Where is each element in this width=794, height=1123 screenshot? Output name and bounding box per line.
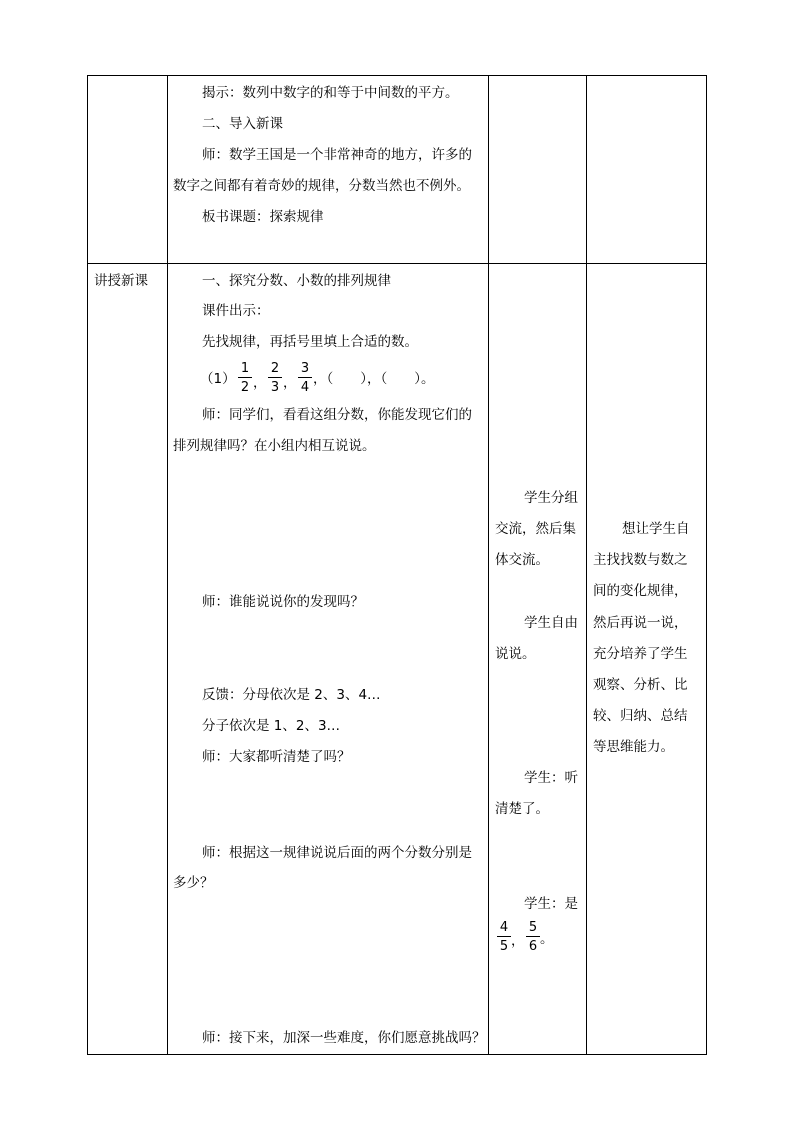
paragraph-line: 数字之间都有着奇妙的规律，分数当然也不例外。 (173, 178, 470, 194)
paragraph-line: 师：大家都听清楚了吗？ (202, 749, 351, 765)
comma: ， (283, 375, 297, 391)
paragraph-line: 先找规律，再括号里填上合适的数。 (202, 334, 418, 350)
answer-fraction: 4 5 (497, 920, 511, 954)
table-border-bottom (87, 1054, 707, 1055)
stage-label: 讲授新课 (94, 273, 148, 289)
paragraph-line: 师：谁能说说你的发现吗？ (202, 594, 364, 610)
student-response: 说说。 (495, 646, 536, 662)
col-divider-1 (167, 75, 168, 1055)
student-response: 学生分组 (524, 490, 578, 506)
problem-number: （1） (200, 371, 236, 387)
fraction: 3 4 (298, 361, 312, 395)
paragraph-line: 师：同学们，看看这组分数，你能发现它们的 (202, 407, 472, 423)
paragraph-line: 师：根据这一规律说说后面的两个分数分别是 (202, 845, 472, 861)
student-response: 学生：是 (524, 896, 578, 912)
paragraph-line: 多少？ (173, 875, 214, 891)
board-title: 板书课题：探索规律 (202, 209, 324, 225)
table-border-top (87, 75, 707, 76)
section-heading: 二、导入新课 (202, 116, 283, 132)
paragraph-line: 师：接下来，加深一些难度，你们愿意挑战吗？ (202, 1030, 486, 1046)
design-intent-line: 想让学生自 (622, 521, 690, 537)
paragraph-line: 反馈：分母依次是 2、3、4… (202, 687, 381, 703)
table-border-right (706, 75, 707, 1055)
answer-fraction: 5 6 (526, 920, 540, 954)
paragraph-line: 课件出示： (202, 303, 270, 319)
paragraph-line: 分子依次是 1、2、3… (202, 718, 341, 734)
design-intent-line: 间的变化规律， (593, 583, 688, 599)
design-intent-line: 主找找数与数之 (593, 552, 688, 568)
design-intent-line: 然后再说一说， (593, 615, 688, 631)
design-intent-line: 充分培养了学生 (593, 646, 688, 662)
row-divider (87, 263, 707, 264)
table-border-left (87, 75, 88, 1055)
lesson-plan-table (87, 75, 707, 1055)
blanks: ，（ ），（ ）。 (313, 371, 435, 387)
student-response: 交流，然后集 (495, 521, 576, 537)
design-intent-line: 观察、分析、比 (593, 677, 688, 693)
col-divider-2 (488, 75, 489, 1055)
student-response: 学生自由 (524, 615, 578, 631)
section-heading: 一、探究分数、小数的排列规律 (202, 273, 391, 289)
col-divider-3 (586, 75, 587, 1055)
design-intent-line: 较、归纳、总结 (593, 708, 688, 724)
student-response: 学生：听 (524, 770, 578, 786)
paragraph-line: 排列规律吗？在小组内相互说说。 (173, 438, 376, 454)
design-intent-line: 等思维能力。 (593, 739, 674, 755)
student-response: 清楚了。 (495, 801, 549, 817)
comma: ， (253, 375, 267, 391)
comma: ， (511, 933, 525, 949)
student-response: 体交流。 (495, 552, 549, 568)
reveal-text: 揭示：数列中数字的和等于中间数的平方。 (202, 85, 459, 101)
paragraph-line: 师：数学王国是一个非常神奇的地方，许多的 (202, 147, 472, 163)
period: 。 (540, 931, 554, 947)
fraction: 2 3 (268, 361, 282, 395)
fraction: 1 2 (238, 361, 252, 395)
